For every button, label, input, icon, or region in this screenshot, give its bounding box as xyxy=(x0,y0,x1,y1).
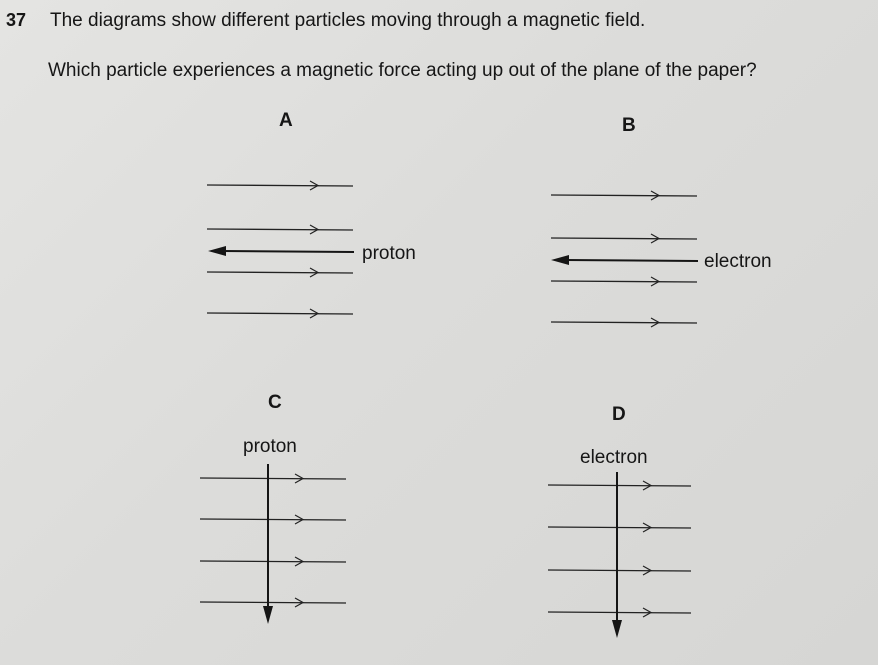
diagram-a-field-lines xyxy=(207,181,353,318)
particle-path xyxy=(565,260,698,261)
option-c-particle-label: proton xyxy=(243,436,297,457)
field-line xyxy=(548,527,691,528)
field-line xyxy=(200,561,346,562)
diagram-d[interactable] xyxy=(548,472,691,638)
field-line xyxy=(207,272,353,273)
question-prompt: Which particle experiences a magnetic force acting up out of the plane of the paper? xyxy=(48,60,757,81)
option-c-label[interactable]: C xyxy=(268,392,282,413)
particle-arrowhead xyxy=(551,255,569,265)
field-line xyxy=(548,570,691,571)
field-line xyxy=(548,612,691,613)
field-line xyxy=(548,485,691,486)
field-line xyxy=(207,185,353,186)
option-b-label[interactable]: B xyxy=(622,115,636,136)
diagram-b-particle-arrow xyxy=(551,255,698,265)
field-line xyxy=(207,313,353,314)
field-line xyxy=(551,322,697,323)
particle-arrowhead xyxy=(263,606,273,624)
field-line xyxy=(551,195,697,196)
diagram-c-particle-arrow xyxy=(263,464,273,624)
diagram-c[interactable] xyxy=(200,464,346,624)
option-a-particle-label: proton xyxy=(362,243,416,264)
field-line xyxy=(200,519,346,520)
option-a-label[interactable]: A xyxy=(279,110,293,131)
field-line xyxy=(200,478,346,479)
field-line xyxy=(551,238,697,239)
option-d-particle-label: electron xyxy=(580,447,648,468)
question-stem: The diagrams show different particles moving through a magnetic field. xyxy=(50,10,646,31)
field-line xyxy=(207,229,353,230)
diagram-a[interactable] xyxy=(207,181,354,318)
option-b-particle-label: electron xyxy=(704,251,772,272)
diagram-b-field-lines xyxy=(551,191,697,327)
particle-arrowhead xyxy=(208,246,226,256)
diagram-a-particle-arrow xyxy=(208,246,354,256)
diagram-b[interactable] xyxy=(551,191,698,327)
field-line xyxy=(200,602,346,603)
particle-arrowhead xyxy=(612,620,622,638)
diagram-c-field-lines xyxy=(200,474,346,607)
diagram-d-field-lines xyxy=(548,481,691,617)
question-number: 37 xyxy=(6,10,27,30)
particle-path xyxy=(222,251,354,252)
field-line xyxy=(551,281,697,282)
option-d-label[interactable]: D xyxy=(612,404,626,425)
